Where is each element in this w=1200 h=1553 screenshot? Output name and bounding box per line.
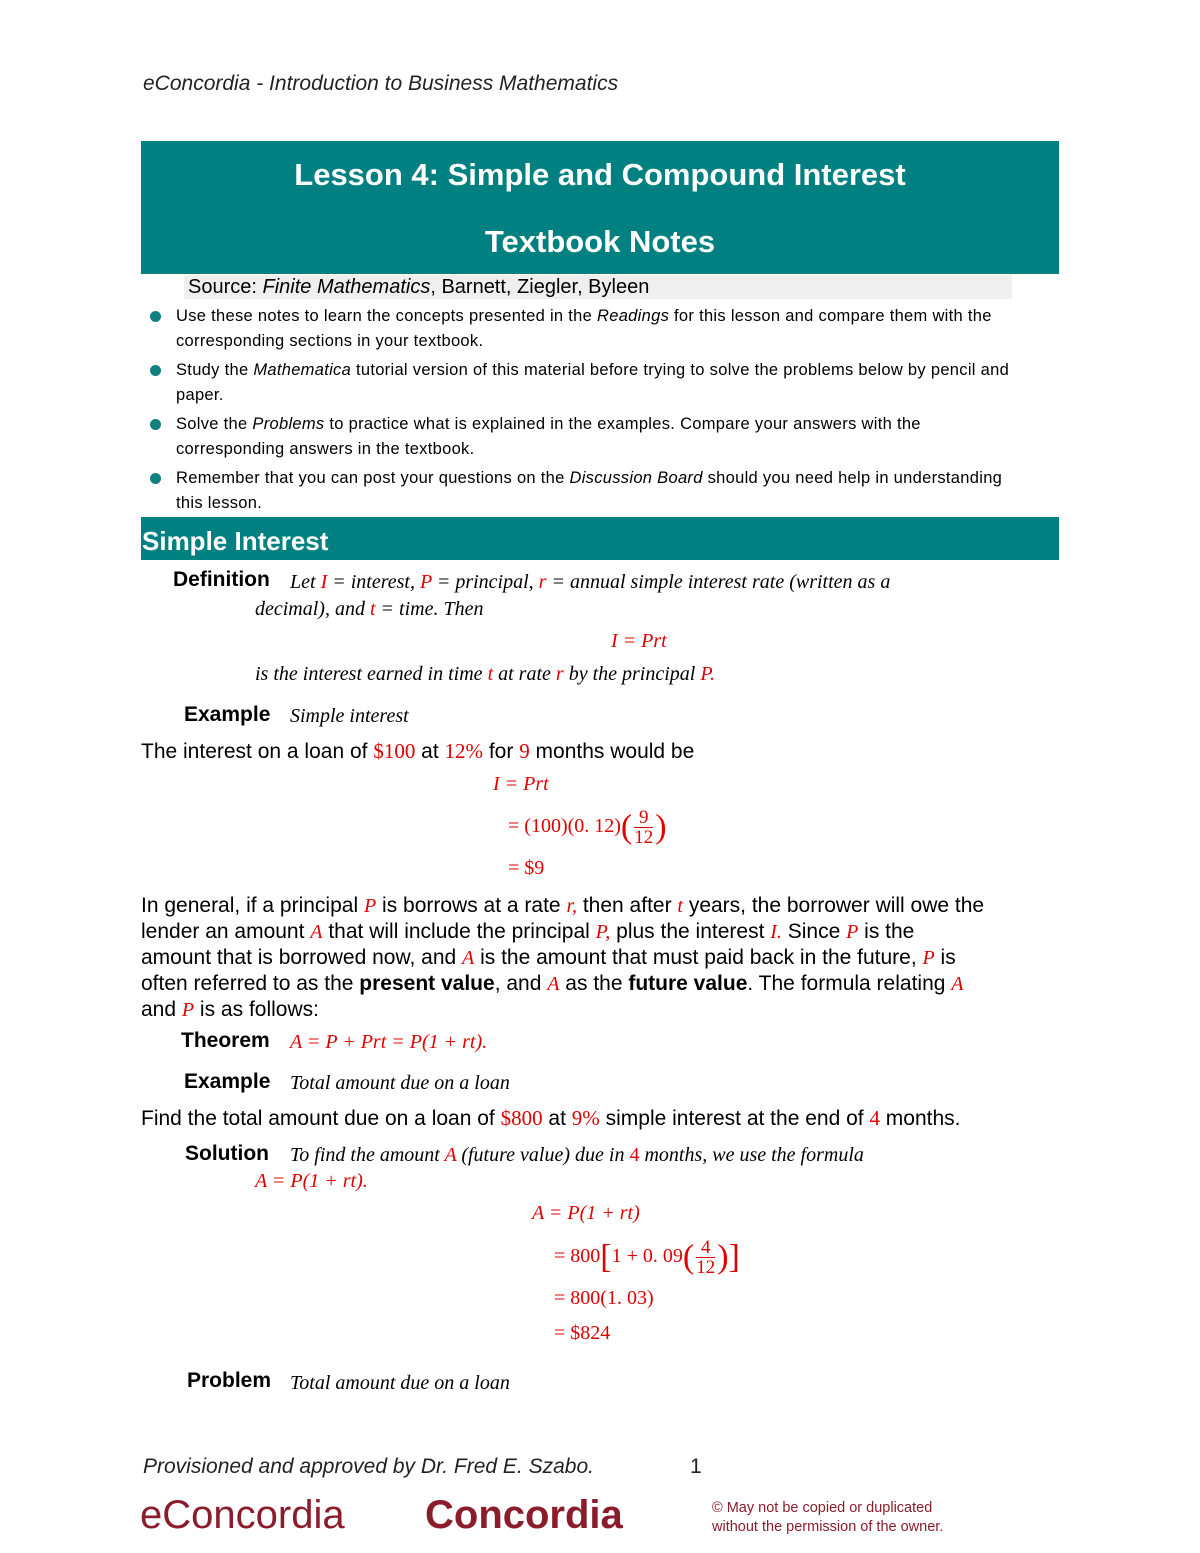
- example-statement: The interest on a loan of $100 at 12% for 9 months would be: [141, 739, 695, 763]
- solution-eq-2: = 800[1 + 0. 09( $\frac{4}{12}$ )]: [554, 1237, 740, 1278]
- solution-label: Solution: [185, 1142, 269, 1165]
- definition-line-1: Let I = interest, P = principal, r = annual simple interest rate (written as a: [290, 571, 891, 593]
- theorem-label: Theorem: [181, 1029, 270, 1052]
- list-item: Remember that you can post your questions on the Discussion Board should you need help in understanding this lesson.: [147, 466, 1027, 516]
- solution-formula: A = P(1 + rt).: [255, 1170, 368, 1192]
- lesson-title: Lesson 4: Simple and Compound Interest: [294, 157, 906, 192]
- bullet-dot-icon: [150, 473, 161, 484]
- example-eq-3: = $9: [508, 857, 545, 879]
- definition-formula: I = Prt: [611, 630, 667, 652]
- source-line: [184, 275, 1012, 299]
- problem-name: Total amount due on a loan: [290, 1372, 510, 1394]
- bullet-dot-icon: [150, 419, 161, 430]
- definition-line-2: decimal), and t = time. Then: [255, 598, 484, 620]
- theorem-formula: A = P + Prt = P(1 + rt).: [290, 1031, 488, 1053]
- bullet-dot-icon: [150, 311, 161, 322]
- example-name: Simple interest: [290, 705, 409, 727]
- concordia-logo: Concordia: [425, 1493, 623, 1537]
- section-heading: Simple Interest: [141, 517, 1059, 560]
- general-paragraph: In general, if a principal P is borrows at a rate r, then after t years, the borrower will owe the lender an amount A that will include the principal P, plus the interest I. Since P is the amount that is borrowed now, and A is the amount that must paid back in the future, P is often referred to as the present value, and A as the future value. The formula relating A and P is as follows:: [141, 894, 985, 1021]
- solution-text: To find the amount A (future value) due in 4 months, we use the formula: [290, 1144, 864, 1166]
- solution-eq-4: = $824: [554, 1322, 611, 1344]
- copyright-notice: © May not be copied or duplicated without the permission of the owner.: [712, 1500, 944, 1535]
- example-2-name: Total amount due on a loan: [290, 1072, 510, 1094]
- example-eq-2: = (100)(0. 12)( $\frac{9}{12}$ ): [508, 807, 667, 848]
- lesson-banner: [141, 141, 1059, 274]
- problem-label: Problem: [187, 1369, 272, 1392]
- lesson-subtitle: Textbook Notes: [484, 224, 716, 259]
- solution-eq-3: = 800(1. 03): [554, 1287, 654, 1309]
- list-item: Study the Mathematica tutorial version of this material before trying to solve the problems below by pencil and paper.: [147, 358, 1027, 408]
- source-prefix: Source:: [188, 276, 263, 298]
- definition-label: Definition: [173, 568, 270, 591]
- example-2-statement: Find the total amount due on a loan of $800 at 9% simple interest at the end of 4 months.: [141, 1106, 961, 1130]
- example-eq-1: I = Prt: [493, 773, 549, 795]
- example-2-label: Example: [184, 1070, 271, 1093]
- econcordia-logo: eConcordia: [140, 1493, 345, 1537]
- list-item: Use these notes to learn the concepts presented in the Readings for this lesson and compare them with the corresponding sections in your textbook.: [147, 304, 1027, 354]
- document-header: eConcordia - Introduction to Business Mathematics: [143, 72, 619, 95]
- source-book: Finite Mathematics: [262, 276, 431, 298]
- instruction-list: [147, 304, 1027, 520]
- page-number: 1: [690, 1455, 702, 1478]
- list-item: Solve the Problems to practice what is explained in the examples. Compare your answers with the corresponding answers in the textbook.: [147, 412, 1027, 462]
- source-authors: , Barnett, Ziegler, Byleen: [430, 276, 650, 298]
- footer-provision: Provisioned and approved by Dr. Fred E. Szabo.: [143, 1455, 594, 1478]
- solution-eq-1: A = P(1 + rt): [532, 1202, 640, 1224]
- example-label: Example: [184, 703, 271, 726]
- definition-line-3: is the interest earned in time t at rate r by the principal P.: [255, 663, 715, 685]
- bullet-dot-icon: [150, 365, 161, 376]
